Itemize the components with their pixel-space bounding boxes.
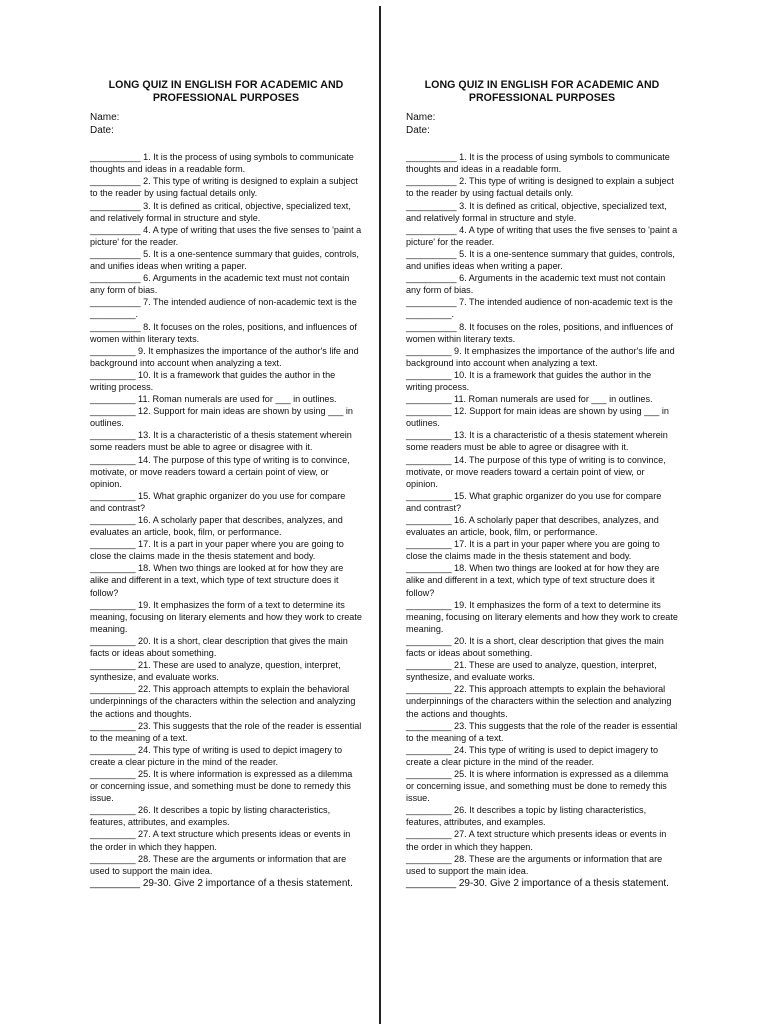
- question-text: 7. The intended audience of non-academic text is the _________.: [406, 297, 673, 320]
- question-text: 17. It is a part in your paper where you are going to close the claims made in the thesis statement and body.: [90, 539, 344, 562]
- question-text: 12. Support for main ideas are shown by using ___ in outlines.: [90, 406, 353, 429]
- answer-blank: __________: [90, 224, 141, 235]
- question-item: [406, 659, 678, 683]
- question-text: 26. It describes a topic by listing characteristics, features, attributes, and examples.: [406, 805, 647, 828]
- question-item: [90, 804, 362, 828]
- name-label: Name:: [90, 112, 120, 124]
- question-item: [90, 175, 362, 199]
- answer-blank: _________: [406, 490, 452, 501]
- question-text: 24. This type of writing is used to depict imagery to create a clear picture in the mind of the reader.: [90, 744, 343, 767]
- answer-blank: __________: [406, 321, 457, 332]
- answer-blank: _________: [90, 768, 136, 779]
- answer-blank: _________: [90, 454, 136, 465]
- question-text: 14. The purpose of this type of writing is to convince, motivate, or move readers toward a certain point of view, or opinion.: [406, 454, 666, 489]
- question-text: 23. This suggests that the role of the reader is essential to the meaning of a text.: [90, 720, 362, 743]
- answer-blank: _________: [406, 744, 452, 755]
- answer-blank: _________: [90, 563, 136, 574]
- question-item: [406, 828, 678, 852]
- name-label: Name:: [406, 112, 436, 124]
- answer-blank: _________: [90, 877, 141, 889]
- answer-blank: _________: [406, 768, 452, 779]
- answer-blank: _________: [90, 829, 136, 840]
- question-item: [406, 744, 678, 768]
- question-item: [406, 272, 678, 296]
- question-text: 19. It emphasizes the form of a text to determine its meaning, focusing on literary elements and how they work to create meaning.: [90, 599, 362, 634]
- question-text: 19. It emphasizes the form of a text to determine its meaning, focusing on literary elements and how they work to create meaning.: [406, 599, 678, 634]
- answer-blank: _________: [406, 660, 452, 671]
- question-item: [406, 175, 678, 199]
- answer-blank: __________: [406, 297, 457, 308]
- question-text: 9. It emphasizes the importance of the author's life and background into account when analyzing a text.: [90, 345, 359, 368]
- question-item: [90, 248, 362, 272]
- question-text: 9. It emphasizes the importance of the author's life and background into account when analyzing a text.: [406, 345, 675, 368]
- question-item: [406, 804, 678, 828]
- question-item: [406, 200, 678, 224]
- question-item: [90, 369, 362, 393]
- question-text: 6. Arguments in the academic text must not contain any form of bias.: [406, 273, 666, 296]
- column-divider: [379, 6, 381, 1024]
- question-text: 4. A type of writing that uses the five senses to 'paint a picture' for the reader.: [406, 224, 678, 247]
- question-item: [406, 405, 678, 429]
- answer-blank: _________: [406, 877, 457, 889]
- answer-blank: _________: [90, 515, 136, 525]
- question-text: 23. This suggests that the role of the reader is essential to the meaning of a text.: [406, 720, 678, 743]
- quiz-column-left: [90, 79, 362, 890]
- answer-blank: __________: [90, 152, 141, 163]
- question-list: [406, 151, 678, 890]
- question-text: 5. It is a one-sentence summary that guides, controls, and unifies ideas when writing a paper.: [90, 248, 359, 272]
- answer-blank: __________: [90, 248, 141, 259]
- question-item: [406, 296, 678, 320]
- question-item: [406, 151, 678, 175]
- answer-blank: __________: [90, 176, 141, 187]
- question-text: 18. When two things are looked at for how they are alike and different in a text, which type of text structure does it follow?: [90, 563, 344, 598]
- question-text: 25. It is where information is expressed as a dilemma or concerning issue, and something must be done to remedy this issue.: [90, 768, 353, 804]
- question-item: [406, 248, 678, 272]
- question-item: [406, 683, 678, 719]
- answer-blank: _________: [90, 744, 136, 755]
- answer-blank: _________: [90, 720, 136, 731]
- answer-blank: _________: [406, 599, 452, 610]
- question-item: [406, 514, 678, 538]
- question-text: 17. It is a part in your paper where you are going to close the claims made in the thesis statement and body.: [406, 539, 660, 562]
- question-item: [406, 562, 678, 598]
- answer-blank: _________: [90, 430, 136, 441]
- question-text: 21. These are used to analyze, question, interpret, synthesize, and evaluate works.: [90, 660, 341, 683]
- answer-blank: _________: [406, 829, 452, 840]
- answer-blank: _________: [90, 406, 136, 417]
- question-text: 13. It is a characteristic of a thesis statement wherein some readers must be able to agree or disagree with it.: [90, 430, 352, 453]
- question-item: [406, 429, 678, 453]
- question-item: [406, 321, 678, 345]
- question-text: 14. The purpose of this type of writing is to convince, motivate, or move readers toward a certain point of view, or opinion.: [90, 454, 350, 489]
- question-item: [406, 599, 678, 635]
- question-text: 1. It is the process of using symbols to communicate thoughts and ideas in a readable form.: [90, 152, 354, 175]
- answer-blank: _________: [406, 394, 452, 405]
- question-text: 20. It is a short, clear description that gives the main facts or ideas about something.: [90, 635, 348, 659]
- question-text: 11. Roman numerals are used for ___ in outlines.: [135, 394, 337, 405]
- answer-blank: __________: [90, 200, 141, 211]
- answer-blank: _________: [406, 720, 452, 731]
- question-text: 10. It is a framework that guides the author in the writing process.: [90, 369, 336, 392]
- answer-blank: __________: [406, 152, 457, 163]
- question-text: 3. It is defined as critical, objective, specialized text, and relatively formal in structure and style.: [90, 200, 351, 223]
- question-item: [406, 768, 678, 804]
- question-item: [90, 877, 362, 890]
- question-item: [90, 768, 362, 804]
- question-item: [90, 296, 362, 320]
- question-text: 26. It describes a topic by listing characteristics, features, attributes, and examples.: [90, 805, 331, 828]
- question-text: 18. When two things are looked at for how they are alike and different in a text, which type of text structure does it follow?: [406, 563, 660, 598]
- question-item: [90, 659, 362, 683]
- question-item: [406, 345, 678, 369]
- question-list: [90, 151, 362, 890]
- answer-blank: __________: [406, 248, 457, 259]
- quiz-title: LONG QUIZ IN ENGLISH FOR ACADEMIC AND PROFESSIONAL PURPOSES: [108, 79, 344, 104]
- question-text: 29-30. Give 2 importance of a thesis statement.: [456, 877, 669, 889]
- question-item: [406, 224, 678, 248]
- answer-blank: _________: [90, 369, 136, 380]
- question-text: 11. Roman numerals are used for ___ in outlines.: [451, 394, 653, 405]
- quiz-title: LONG QUIZ IN ENGLISH FOR ACADEMIC AND PROFESSIONAL PURPOSES: [424, 79, 660, 104]
- answer-blank: _________: [406, 635, 452, 646]
- question-item: [90, 562, 362, 598]
- question-text: 16. A scholarly paper that describes, analyzes, and evaluates an article, book, film, or performance.: [90, 515, 343, 538]
- answer-blank: __________: [406, 200, 457, 211]
- question-text: 10. It is a framework that guides the author in the writing process.: [406, 369, 652, 392]
- question-item: [90, 514, 362, 538]
- answer-blank: _________: [90, 599, 136, 610]
- question-item: [90, 429, 362, 453]
- question-text: 21. These are used to analyze, question, interpret, synthesize, and evaluate works.: [406, 660, 657, 683]
- question-item: [90, 393, 362, 405]
- answer-blank: _________: [406, 853, 452, 864]
- question-text: 24. This type of writing is used to depict imagery to create a clear picture in the mind of the reader.: [406, 744, 659, 767]
- question-text: 22. This approach attempts to explain the behavioral underpinnings of the characters within the selection and analyzing the actions and thoughts.: [90, 684, 356, 719]
- question-text: 8. It focuses on the roles, positions, and influences of women within literary texts.: [406, 321, 673, 344]
- question-item: [90, 599, 362, 635]
- question-item: [90, 683, 362, 719]
- answer-blank: _________: [90, 394, 136, 405]
- answer-blank: _________: [90, 539, 136, 550]
- answer-blank: _________: [90, 853, 136, 864]
- question-item: [406, 720, 678, 744]
- question-text: 15. What graphic organizer do you use for compare and contrast?: [406, 490, 662, 513]
- answer-blank: _________: [406, 369, 452, 380]
- question-item: [406, 454, 678, 490]
- answer-blank: _________: [406, 454, 452, 465]
- answer-blank: _________: [90, 660, 136, 671]
- answer-blank: _________: [406, 515, 452, 525]
- question-item: [406, 635, 678, 659]
- date-label: Date:: [90, 125, 114, 137]
- answer-blank: _________: [406, 539, 452, 550]
- question-text: 27. A text structure which presents ideas or events in the order in which they happen.: [406, 829, 667, 852]
- question-item: [406, 853, 678, 877]
- answer-blank: __________: [90, 321, 141, 332]
- answer-blank: __________: [406, 273, 457, 284]
- answer-blank: _________: [90, 490, 136, 501]
- question-text: 8. It focuses on the roles, positions, and influences of women within literary texts.: [90, 321, 357, 344]
- question-item: [90, 200, 362, 224]
- question-item: [406, 877, 678, 890]
- question-text: 1. It is the process of using symbols to communicate thoughts and ideas in a readable form.: [406, 152, 670, 175]
- question-item: [90, 490, 362, 514]
- question-item: [90, 635, 362, 659]
- question-item: [90, 853, 362, 877]
- answer-blank: __________: [406, 176, 457, 187]
- question-item: [90, 744, 362, 768]
- question-text: 4. A type of writing that uses the five senses to 'paint a picture' for the reader.: [90, 224, 362, 247]
- answer-blank: _________: [90, 635, 136, 646]
- question-item: [90, 538, 362, 562]
- question-text: 13. It is a characteristic of a thesis statement wherein some readers must be able to agree or disagree with it.: [406, 430, 668, 453]
- question-text: 7. The intended audience of non-academic text is the _________.: [90, 297, 357, 320]
- question-item: [406, 369, 678, 393]
- question-text: 6. Arguments in the academic text must not contain any form of bias.: [90, 273, 350, 296]
- answer-blank: _________: [90, 345, 136, 356]
- answer-blank: _________: [406, 430, 452, 441]
- question-item: [90, 828, 362, 852]
- question-text: 28. These are the arguments or information that are used to support the main idea.: [90, 853, 347, 876]
- answer-blank: _________: [406, 684, 452, 695]
- question-item: [90, 345, 362, 369]
- question-text: 22. This approach attempts to explain the behavioral underpinnings of the characters within the selection and analyzing the actions and thoughts.: [406, 684, 672, 719]
- answer-blank: _________: [406, 805, 452, 816]
- question-text: 20. It is a short, clear description that gives the main facts or ideas about something.: [406, 635, 664, 659]
- question-item: [90, 321, 362, 345]
- answer-blank: _________: [406, 406, 452, 417]
- question-text: 2. This type of writing is designed to explain a subject to the reader by using factual details only.: [406, 176, 674, 199]
- question-item: [90, 720, 362, 744]
- answer-blank: __________: [90, 273, 141, 284]
- answer-blank: _________: [90, 805, 136, 816]
- question-text: 12. Support for main ideas are shown by using ___ in outlines.: [406, 406, 669, 429]
- date-label: Date:: [406, 125, 430, 137]
- answer-blank: __________: [406, 224, 457, 235]
- question-text: 25. It is where information is expressed as a dilemma or concerning issue, and something must be done to remedy this issue.: [406, 768, 669, 804]
- question-item: [90, 454, 362, 490]
- question-text: 16. A scholarly paper that describes, analyzes, and evaluates an article, book, film, or performance.: [406, 515, 659, 538]
- answer-blank: _________: [406, 563, 452, 574]
- answer-blank: _________: [90, 684, 136, 695]
- question-text: 3. It is defined as critical, objective, specialized text, and relatively formal in structure and style.: [406, 200, 667, 223]
- question-text: 29-30. Give 2 importance of a thesis statement.: [140, 877, 353, 889]
- question-text: 28. These are the arguments or information that are used to support the main idea.: [406, 853, 663, 876]
- quiz-column-right: [406, 79, 678, 890]
- answer-blank: __________: [90, 297, 141, 308]
- question-item: [90, 272, 362, 296]
- question-item: [406, 538, 678, 562]
- question-item: [90, 405, 362, 429]
- question-item: [90, 224, 362, 248]
- question-item: [406, 393, 678, 405]
- question-item: [90, 151, 362, 175]
- question-item: [406, 490, 678, 514]
- answer-blank: _________: [406, 345, 452, 356]
- question-text: 27. A text structure which presents ideas or events in the order in which they happen.: [90, 829, 351, 852]
- question-text: 15. What graphic organizer do you use for compare and contrast?: [90, 490, 346, 513]
- question-text: 2. This type of writing is designed to explain a subject to the reader by using factual details only.: [90, 176, 358, 199]
- question-text: 5. It is a one-sentence summary that guides, controls, and unifies ideas when writing a paper.: [406, 248, 675, 272]
